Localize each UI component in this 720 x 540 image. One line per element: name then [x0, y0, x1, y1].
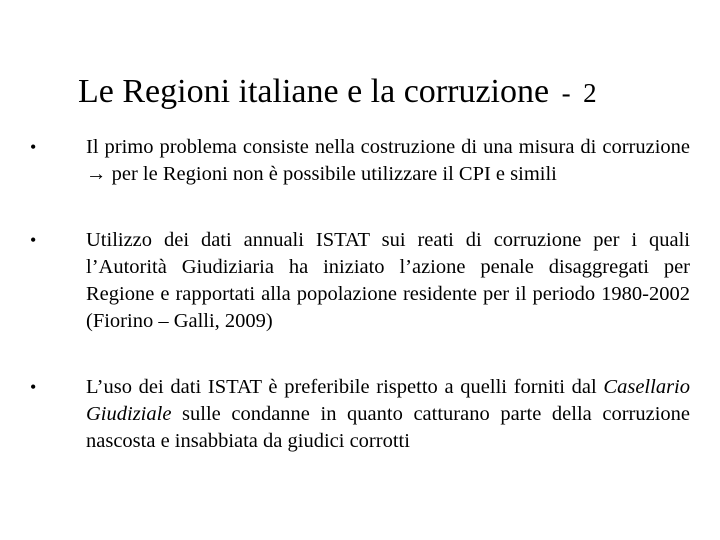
- slide-title-number: 2: [583, 78, 597, 108]
- bullet-text-3-italic: Casellario Giudiziale: [86, 376, 690, 425]
- slide-title-separator: -: [561, 78, 571, 108]
- slide-title-text: Le Regioni italiane e la corruzione: [78, 73, 550, 110]
- bullet-icon: •: [30, 377, 37, 397]
- bullet-text-1: Il primo problema consiste nella costruzione di una misura di corruzione → per le Regioni non è possibile utilizzare il CPI e simili: [86, 136, 690, 185]
- bullet-text-3-after: sulle condanne in quanto catturano parte della corruzione nascosta e insabbiata da giudici corrotti: [86, 403, 690, 452]
- bullet-list: [30, 134, 690, 455]
- bullet-item-1: [30, 134, 690, 188]
- bullet-item-2: [30, 227, 690, 335]
- bullet-text-3: [86, 374, 690, 455]
- bullet-text-2: Utilizzo dei dati annuali ISTAT sui reati di corruzione per i quali l’Autorità Giudiziaria ha iniziato l’azione penale disaggregati per Regione e rapportati alla popolazione residente per il periodo 1980-2002 (Fiorino – Galli, 2009): [86, 229, 690, 332]
- bullet-item-3: [30, 374, 690, 455]
- bullet-icon: •: [30, 230, 37, 250]
- bullet-icon: •: [30, 137, 37, 157]
- slide-title: [78, 70, 698, 115]
- bullet-text-3-before: L’uso dei dati ISTAT è preferibile rispetto a quelli forniti dal: [86, 376, 604, 398]
